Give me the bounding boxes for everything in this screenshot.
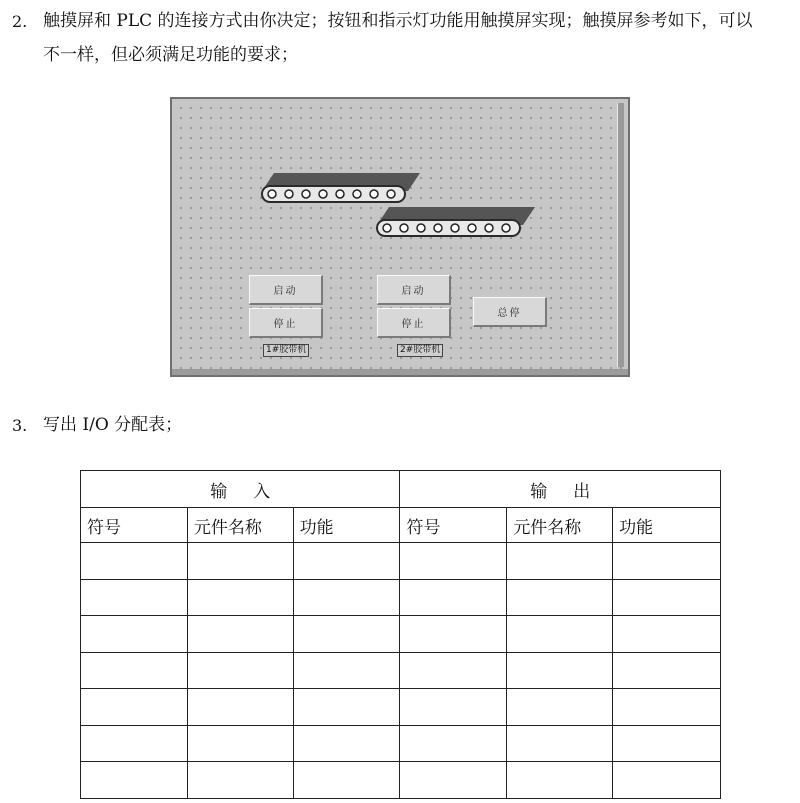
- column-header: 功能: [293, 508, 400, 543]
- column-header: 元件名称: [507, 508, 613, 543]
- conveyor-1-icon: [260, 169, 425, 205]
- scrollbar-horizontal: [172, 369, 628, 375]
- table-cell: [613, 689, 721, 726]
- table-cell: [293, 616, 400, 653]
- belt-2-label: 2#胶带机: [397, 344, 443, 357]
- hmi-screen-figure: [170, 97, 630, 377]
- table-cell: [293, 652, 400, 689]
- table-cell: [507, 689, 613, 726]
- belt-1-stop-button[interactable]: 停止: [249, 308, 323, 338]
- table-cell: [613, 725, 721, 762]
- table-cell: [293, 543, 400, 580]
- table-row: [81, 652, 721, 689]
- table-cell: [293, 579, 400, 616]
- table-cell: [400, 762, 507, 799]
- item-2-text-line-2: 不一样，但必须满足功能的要求；: [43, 45, 298, 65]
- table-row: [81, 725, 721, 762]
- output-group-header: [400, 471, 721, 508]
- table-cell: [613, 616, 721, 653]
- belt-1-label: 1#胶带机: [263, 344, 309, 357]
- table-row: [81, 616, 721, 653]
- item-2-number: 2.: [12, 12, 28, 31]
- scrollbar-vertical: [617, 103, 624, 367]
- table-cell: [293, 689, 400, 726]
- table-cell: [81, 725, 188, 762]
- io-allocation-table: [80, 470, 721, 799]
- table-column-header-row: [81, 508, 721, 543]
- table-cell: [81, 543, 188, 580]
- output-header-char-2: 出: [573, 481, 591, 502]
- table-body: [81, 543, 721, 799]
- table-cell: [187, 543, 293, 580]
- table-cell: [507, 762, 613, 799]
- table-row: [81, 762, 721, 799]
- table-cell: [400, 543, 507, 580]
- table-cell: [187, 579, 293, 616]
- table-cell: [187, 689, 293, 726]
- table-cell: [507, 616, 613, 653]
- item-3-number: 3.: [12, 416, 28, 435]
- input-group-header: [81, 471, 400, 508]
- column-header: 元件名称: [187, 508, 293, 543]
- table-cell: [613, 652, 721, 689]
- table-row: [81, 543, 721, 580]
- table-cell: [400, 579, 507, 616]
- input-header-char-2: 入: [253, 481, 271, 502]
- emergency-stop-button[interactable]: 总停: [473, 297, 547, 327]
- table-cell: [507, 652, 613, 689]
- belt-2-start-button[interactable]: 启动: [377, 275, 451, 305]
- table-cell: [81, 652, 188, 689]
- conveyor-2-icon: [375, 203, 540, 239]
- table-cell: [81, 616, 188, 653]
- input-header-char-1: 输: [210, 481, 228, 502]
- table-group-header-row: [81, 471, 721, 508]
- table-cell: [400, 725, 507, 762]
- belt-1-start-button[interactable]: 启动: [249, 275, 323, 305]
- table-cell: [400, 616, 507, 653]
- table-cell: [81, 762, 188, 799]
- output-header-char-1: 输: [530, 481, 548, 502]
- table-cell: [187, 652, 293, 689]
- table-cell: [613, 543, 721, 580]
- column-header: 符号: [400, 508, 507, 543]
- table-cell: [187, 616, 293, 653]
- table-cell: [613, 762, 721, 799]
- table-cell: [187, 762, 293, 799]
- table-cell: [400, 652, 507, 689]
- table-cell: [400, 689, 507, 726]
- table-row: [81, 689, 721, 726]
- table-cell: [81, 579, 188, 616]
- table-cell: [507, 725, 613, 762]
- table-cell: [507, 543, 613, 580]
- table-cell: [293, 725, 400, 762]
- item-2-text-line-1: 触摸屏和 PLC 的连接方式由你决定；按钮和指示灯功能用触摸屏实现；触摸屏参考如下，可以: [43, 11, 753, 31]
- table-cell: [187, 725, 293, 762]
- table-row: [81, 579, 721, 616]
- table-cell: [293, 762, 400, 799]
- column-header: 功能: [613, 508, 721, 543]
- table-cell: [613, 579, 721, 616]
- item-3-text: 写出 I/O 分配表；: [43, 415, 183, 435]
- column-header: 符号: [81, 508, 188, 543]
- table-cell: [81, 689, 188, 726]
- belt-2-stop-button[interactable]: 停止: [377, 308, 451, 338]
- table-cell: [507, 579, 613, 616]
